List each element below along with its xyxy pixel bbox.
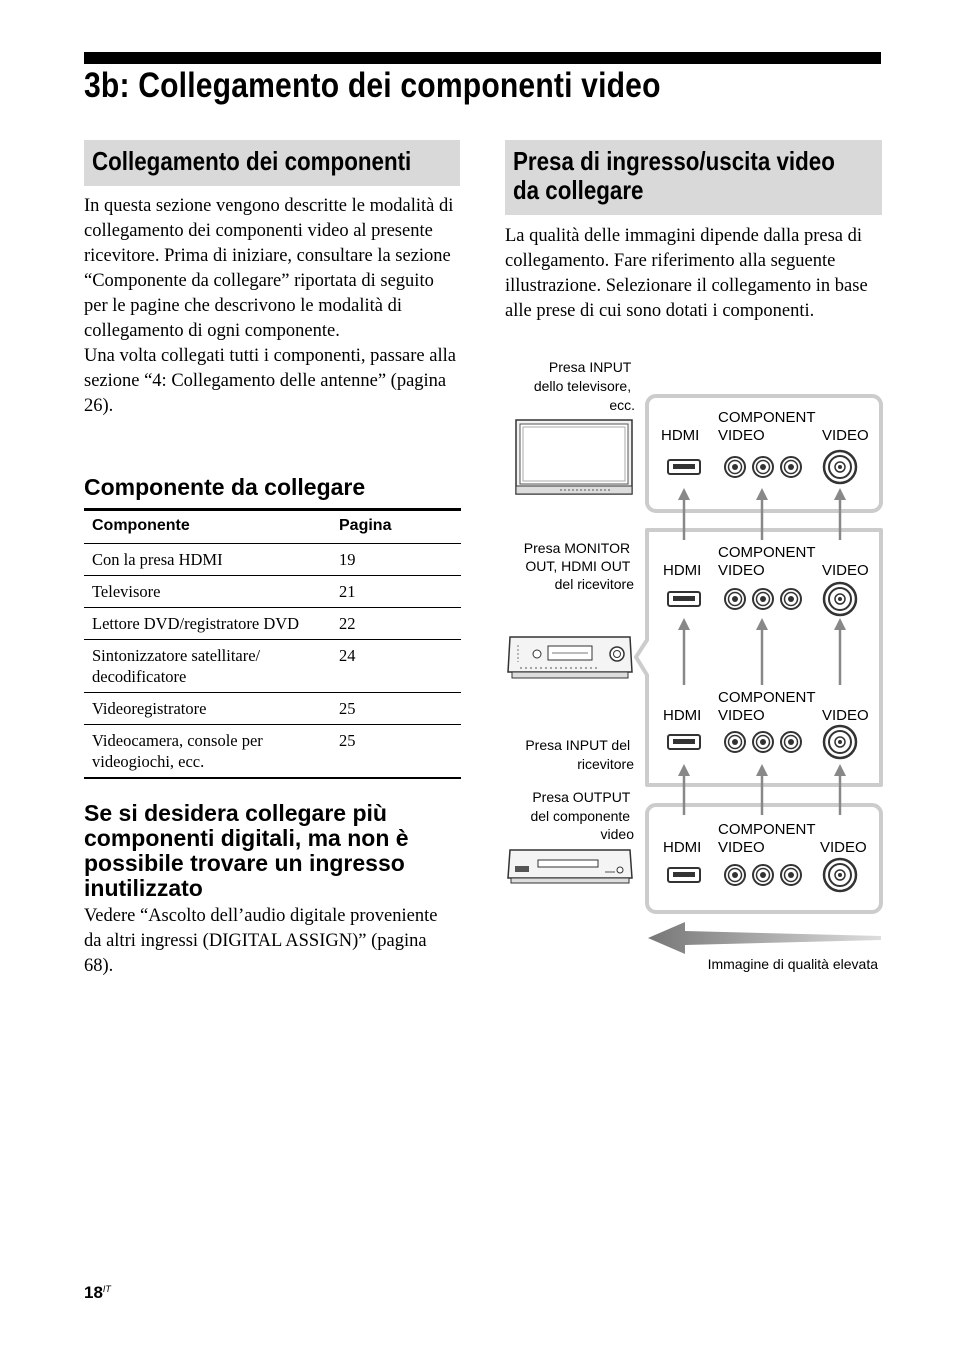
- table-cell-page: 25: [339, 731, 356, 750]
- component-jack: [753, 865, 773, 885]
- component-jack: [781, 589, 801, 609]
- section-heading-text: Collegamento dei componenti: [92, 146, 412, 176]
- component-jack: [781, 865, 801, 885]
- component-jack: [725, 589, 745, 609]
- connection-diagram: [500, 355, 890, 985]
- table-cell-page: 21: [331, 576, 461, 608]
- component-output-label: Presa OUTPUT del componente video: [530, 789, 634, 842]
- component-jack: [725, 457, 745, 477]
- component-video-label: COMPONENT VIDEO: [718, 689, 816, 724]
- tv-input-label: Presa INPUT dello televisore, ecc.: [533, 359, 635, 413]
- video-jack: [824, 451, 856, 483]
- receiver-output-label: Presa MONITOR OUT, HDMI OUT del ricevitore: [523, 540, 634, 592]
- digital-heading: Se si desidera collegare più componenti digitali, ma non è possibile trovare un ingresso inutilizzato: [84, 800, 409, 901]
- video-label: VIDEO: [820, 839, 867, 856]
- component-jack: [753, 589, 773, 609]
- table-cell-component: Videoregistratore: [84, 693, 331, 725]
- table-row: [84, 544, 461, 576]
- hdmi-label: HDMI: [663, 839, 702, 856]
- component-video-label: COMPONENT VIDEO: [718, 409, 816, 444]
- table-cell-component: Lettore DVD/registratore DVD: [84, 608, 331, 640]
- table-cell-page: 24: [331, 640, 461, 693]
- quality-arrow: [648, 922, 881, 954]
- column-header-pagina: Pagina: [331, 510, 461, 544]
- video-jack: [824, 583, 856, 615]
- component-jack: [753, 732, 773, 752]
- page-title: 3b: Collegamento dei componenti video: [84, 66, 661, 105]
- hdmi-jack: [668, 592, 700, 606]
- section-heading-collegamento: [84, 140, 460, 186]
- hdmi-jack: [668, 460, 700, 474]
- intro-text: [84, 194, 462, 419]
- table-cell-component: Sintonizzatore satellitare/ decodificatore: [84, 640, 331, 693]
- receiver-illustration: [508, 637, 632, 678]
- table-cell-page: 25: [331, 693, 461, 725]
- table-heading: Componente da collegare: [84, 474, 366, 500]
- table-header-row: [84, 510, 461, 544]
- page-number: [84, 1283, 111, 1303]
- section-heading-presa: [505, 140, 882, 215]
- video-label: VIDEO: [822, 427, 869, 444]
- video-label: VIDEO: [822, 707, 869, 724]
- intro-paragraph-1: In questa sezione vengono descritte le modalità di collegamento dei componenti video al presente ricevitore. Prima di iniziare, consultare la sezione “Componente da collegare” riportata di seguito per le pagine che descrivono le modalità di collegamento di ogni componente.: [84, 196, 454, 341]
- quality-label: Immagine di qualità elevata: [707, 956, 878, 972]
- table-row: [84, 576, 461, 608]
- video-jack: [824, 859, 856, 891]
- table-row: [84, 725, 461, 779]
- section-heading-line-2: da collegare: [513, 175, 644, 205]
- component-jack: [753, 457, 773, 477]
- tv-illustration: [516, 420, 632, 494]
- component-jack: [725, 865, 745, 885]
- table-cell-page: 22: [331, 608, 461, 640]
- component-jack: [725, 732, 745, 752]
- hdmi-jack: [668, 735, 700, 749]
- video-label: VIDEO: [822, 562, 869, 579]
- signal-arrows: [678, 488, 846, 815]
- table-row: [84, 608, 461, 640]
- page-language: IT: [102, 1284, 111, 1294]
- component-table: [84, 508, 461, 779]
- table-cell-component: Videocamera, console per videogiochi, ecc.: [92, 731, 263, 771]
- component-jack: [781, 732, 801, 752]
- column-header-componente: Componente: [84, 510, 331, 544]
- dvd-player-illustration: [508, 850, 632, 883]
- hdmi-label: HDMI: [663, 562, 702, 579]
- hdmi-jack: [668, 868, 700, 882]
- table-row: [84, 640, 461, 693]
- digital-text: Vedere “Ascolto dell’audio digitale proveniente da altri ingressi (DIGITAL ASSIGN)” (pagina 68).: [84, 906, 438, 976]
- component-video-label: COMPONENT VIDEO: [718, 544, 816, 579]
- page-number-value: 18: [84, 1283, 103, 1302]
- table-row: [84, 693, 461, 725]
- component-video-label: COMPONENT VIDEO: [718, 821, 816, 856]
- video-jack: [824, 726, 856, 758]
- intro-paragraph-2: Una volta collegati tutti i componenti, passare alla sezione “4: Collegamento delle antenne” (pagina 26).: [84, 346, 456, 416]
- table-cell-component: Con la presa HDMI: [84, 544, 331, 576]
- section-heading-line-1: Presa di ingresso/uscita video: [513, 146, 835, 176]
- hdmi-label: HDMI: [661, 427, 700, 444]
- table-cell-component: Televisore: [84, 576, 331, 608]
- table-cell-page: 19: [331, 544, 461, 576]
- hdmi-label: HDMI: [663, 707, 702, 724]
- title-rule: [84, 52, 881, 64]
- quality-text: La qualità delle immagini dipende dalla presa di collegamento. Fare riferimento alla seguente illustrazione. Selezionare il collegamento in base alle prese di cui sono dotati i componenti.: [505, 226, 868, 321]
- receiver-input-label: Presa INPUT del ricevitore: [525, 737, 634, 772]
- component-jack: [781, 457, 801, 477]
